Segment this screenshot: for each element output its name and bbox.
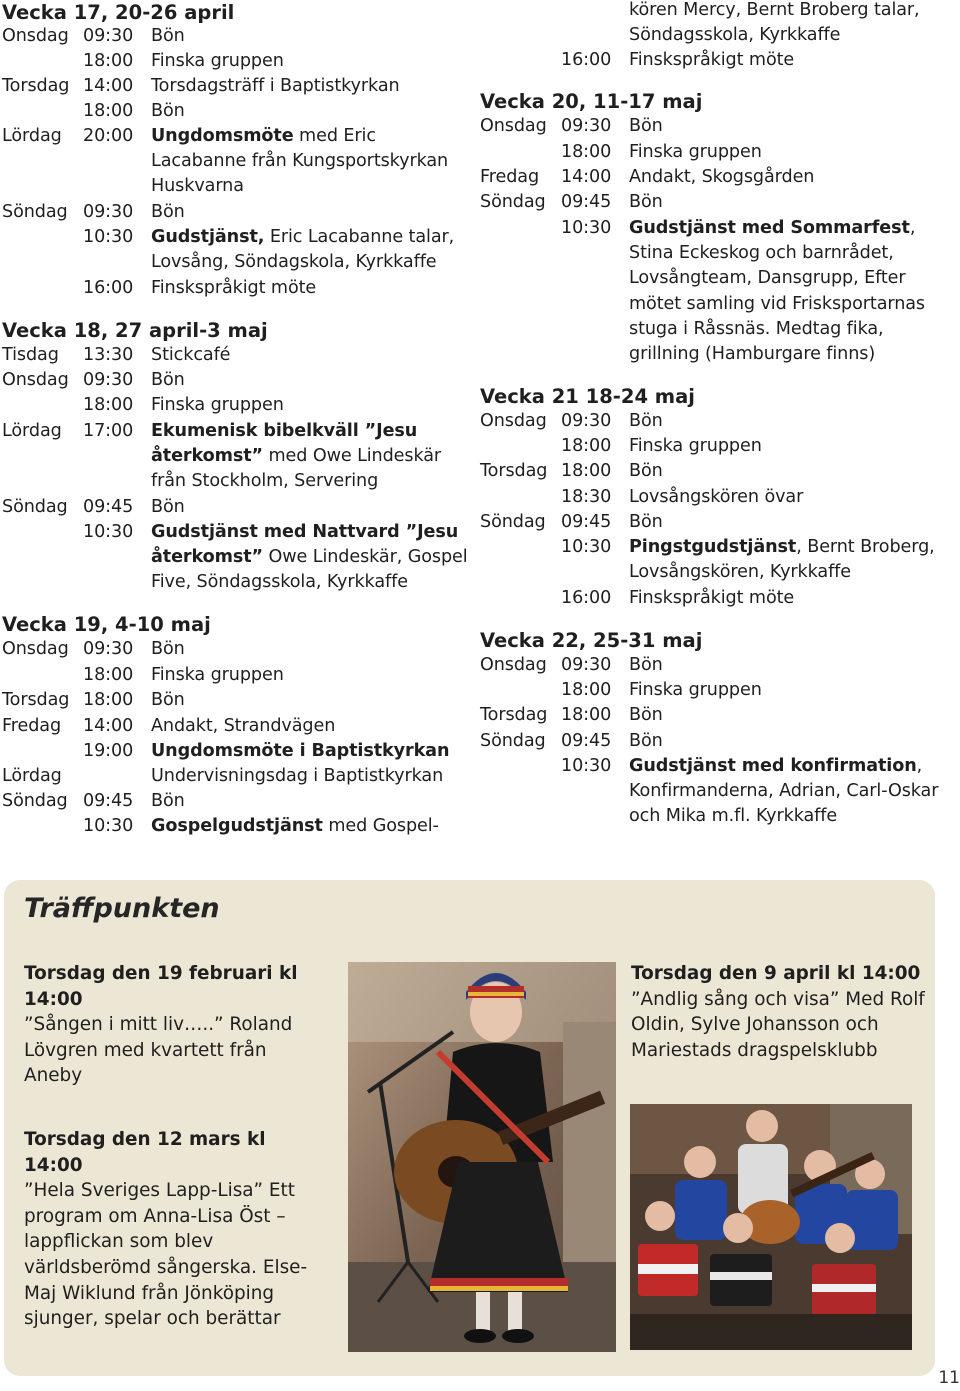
- time-label: 10:30: [83, 227, 134, 247]
- event-description: [151, 276, 472, 301]
- time-label: 18:00: [83, 101, 134, 121]
- schedule-row: [480, 216, 950, 367]
- schedule-row: [2, 764, 472, 789]
- event-heading: Torsdag den 19 februari kl 14:00: [24, 963, 298, 1010]
- event-title: Gudstjänst med Sommarfest: [629, 218, 910, 238]
- event-details: Bön: [151, 690, 185, 710]
- day-label: [2, 49, 83, 74]
- event-details: , Konfirmanderna, Adrian, Carl-Oskar och Mika m.fl. Kyrkkaffe: [629, 756, 939, 827]
- event-details: med Eric Lacabanne från Kungsportskyrkan Huskvarna: [151, 126, 449, 197]
- schedule-row: [2, 99, 472, 124]
- event-title: Pingstgudstjänst: [629, 537, 797, 557]
- schedule-row: [2, 49, 472, 74]
- day-label: Onsdag: [2, 639, 69, 659]
- event-details: Finska gruppen: [629, 436, 762, 456]
- schedule-row: [2, 276, 472, 301]
- day-label: [2, 663, 83, 688]
- time-label: 14:00: [561, 167, 612, 187]
- event-details: Finska gruppen: [151, 51, 284, 71]
- event-details: Owe Lindeskär, Gospel Five, Söndagsskola, Kyrkkaffe: [151, 547, 468, 593]
- event-details: Bön: [151, 26, 185, 46]
- schedule-row: [2, 225, 472, 275]
- event-description: [151, 419, 472, 495]
- time-label: 09:45: [83, 497, 134, 517]
- week-heading: Vecka 19, 4-10 maj: [2, 613, 211, 636]
- time-label: 18:00: [561, 705, 612, 725]
- day-label: [480, 216, 561, 367]
- event-details: Bön: [151, 791, 185, 811]
- schedule-row: [480, 586, 950, 611]
- event-description: [629, 0, 950, 48]
- time-label: 09:45: [561, 731, 612, 751]
- event-details: , Stina Eckeskog och barnrådet, Lovsångteam, Dansgrupp, Efter mötet samling vid Frisksportarnas stuga i Råssnäs. Medtag fika, grillning (Hamburgare finns): [629, 218, 925, 365]
- day-label: Söndag: [480, 192, 546, 212]
- schedule-row: [2, 637, 472, 662]
- event-description: [629, 653, 950, 678]
- time-label: 09:45: [561, 512, 612, 532]
- event-details: Bön: [629, 655, 663, 675]
- time-label: 13:30: [83, 345, 134, 365]
- schedule-row: [480, 459, 950, 484]
- event-details: kören Mercy, Bernt Broberg talar, Söndagsskola, Kyrkkaffe: [629, 0, 920, 46]
- schedule-row: [2, 343, 472, 368]
- schedule-row: [480, 729, 950, 754]
- accordion-band-photo: [630, 1104, 912, 1350]
- time-label: 09:30: [561, 655, 612, 675]
- week-heading: Vecka 17, 20-26 april: [2, 1, 235, 24]
- event-details: Bön: [151, 639, 185, 659]
- schedule-row: [2, 495, 472, 520]
- time-label: 18:00: [83, 51, 134, 71]
- traffpunkten-event-3: [631, 961, 931, 1063]
- event-details: Andakt, Skogsgården: [629, 167, 815, 187]
- week-heading: Vecka 18, 27 april-3 maj: [2, 319, 268, 342]
- schedule-row: [2, 200, 472, 225]
- day-label: Torsdag: [2, 690, 70, 710]
- time-label: 18:00: [83, 690, 134, 710]
- event-details: Bön: [629, 461, 663, 481]
- event-title: Ungdomsmöte: [151, 126, 294, 146]
- event-title: Gudstjänst,: [151, 227, 265, 247]
- event-title: Gudstjänst med Nattvard ”Jesu återkomst”: [151, 522, 459, 568]
- day-label: Söndag: [480, 512, 546, 532]
- event-description: [629, 48, 950, 73]
- time-label: 18:00: [561, 436, 612, 456]
- event-description: [629, 165, 950, 190]
- time-label: 09:30: [561, 411, 612, 431]
- time-label: [83, 764, 151, 789]
- time-label: 14:00: [83, 76, 134, 96]
- schedule-row: [480, 190, 950, 215]
- event-description: [151, 663, 472, 688]
- schedule-row: [2, 714, 472, 739]
- event-details: Bön: [629, 411, 663, 431]
- time-label: 09:45: [83, 791, 134, 811]
- day-label: Onsdag: [480, 655, 547, 675]
- schedule-row: [2, 393, 472, 418]
- week-heading: Vecka 22, 25-31 maj: [480, 629, 703, 652]
- event-details: Finska gruppen: [151, 665, 284, 685]
- event-details: Finska gruppen: [151, 395, 284, 415]
- schedule-row: [480, 114, 950, 139]
- time-label: 09:30: [83, 639, 134, 659]
- traffpunkten-event-2: [24, 1127, 324, 1332]
- event-details: Bön: [629, 192, 663, 212]
- event-details: Stickcafé: [151, 345, 231, 365]
- day-label: Fredag: [2, 716, 62, 736]
- time-label: 10:30: [561, 756, 612, 776]
- event-description: [629, 409, 950, 434]
- time-label: 10:30: [83, 522, 134, 542]
- day-label: Tisdag: [2, 345, 59, 365]
- event-description: [151, 200, 472, 225]
- week-heading: Vecka 20, 11-17 maj: [480, 90, 703, 113]
- schedule-row: [480, 653, 950, 678]
- event-details: Finska gruppen: [629, 142, 762, 162]
- event-details: Bön: [629, 731, 663, 751]
- schedule-row: [2, 663, 472, 688]
- event-description: [151, 637, 472, 662]
- event-description: [151, 124, 472, 200]
- time-label: 19:00: [83, 741, 134, 761]
- event-details: Finska gruppen: [629, 680, 762, 700]
- schedule-row: [480, 485, 950, 510]
- schedule-row: [480, 754, 950, 830]
- event-description: [629, 678, 950, 703]
- day-label: Söndag: [2, 791, 68, 811]
- day-label: [480, 754, 561, 830]
- time-label: 10:30: [83, 816, 134, 836]
- event-details: Bön: [629, 116, 663, 136]
- day-label: Fredag: [480, 167, 540, 187]
- event-description: [151, 495, 472, 520]
- day-label: Söndag: [2, 202, 68, 222]
- event-description: ”Andlig sång och visa” Med Rolf Oldin, Sylve Johansson och Mariestads dragspelsklubb: [631, 988, 925, 1061]
- event-details: Finskspråkigt möte: [629, 50, 795, 70]
- time-label: 10:30: [561, 218, 612, 238]
- time-label: 14:00: [83, 716, 134, 736]
- event-description: [629, 114, 950, 139]
- schedule-row: [2, 124, 472, 200]
- day-label: [480, 140, 561, 165]
- time-label: 18:00: [561, 142, 612, 162]
- event-details: Lovsångskören övar: [629, 487, 804, 507]
- day-label: Onsdag: [480, 411, 547, 431]
- traffpunkten-event-1: [24, 961, 324, 1089]
- event-description: [629, 216, 950, 367]
- event-heading: Torsdag den 9 april kl 14:00: [631, 963, 921, 984]
- event-description: [151, 714, 472, 739]
- event-details: Bön: [151, 202, 185, 222]
- day-label: Torsdag: [2, 76, 70, 96]
- time-label: 20:00: [83, 126, 134, 146]
- event-description: [151, 49, 472, 74]
- event-description: [629, 459, 950, 484]
- time-label: 09:30: [561, 116, 612, 136]
- schedule-row: [2, 368, 472, 393]
- event-title: Ekumenisk bibelkväll ”Jesu återkomst”: [151, 421, 418, 467]
- event-title: Ungdomsmöte i Baptistkyrkan: [151, 741, 450, 761]
- event-description: [151, 393, 472, 418]
- event-details: Bön: [629, 512, 663, 532]
- day-label: [2, 393, 83, 418]
- event-description: [151, 688, 472, 713]
- event-description: [151, 814, 472, 839]
- event-details: Bön: [151, 370, 185, 390]
- time-label: 18:00: [561, 461, 612, 481]
- event-details: Eric Lacabanne talar, Lovsång, Söndagskola, Kyrkkaffe: [151, 227, 455, 273]
- schedule-row: [480, 678, 950, 703]
- event-title: Gospelgudstjänst: [151, 816, 323, 836]
- schedule-row: [2, 419, 472, 495]
- event-details: Bön: [151, 497, 185, 517]
- event-description: [151, 764, 472, 789]
- event-details: Andakt, Strandvägen: [151, 716, 336, 736]
- day-label: [2, 739, 83, 764]
- event-description: [629, 586, 950, 611]
- event-description: [629, 190, 950, 215]
- event-heading: Torsdag den 12 mars kl 14:00: [24, 1129, 266, 1176]
- day-label: Lördag: [2, 421, 62, 441]
- day-label: [2, 99, 83, 124]
- singer-photo: [348, 962, 616, 1352]
- time-label: 16:00: [83, 278, 134, 298]
- schedule-row: [480, 510, 950, 535]
- time-label: 09:30: [83, 202, 134, 222]
- event-details: , Bernt Broberg, Lovsångskören, Kyrkkaffe: [629, 537, 935, 583]
- event-description: [151, 225, 472, 275]
- schedule-row: [2, 814, 472, 839]
- time-label: 09:30: [83, 26, 134, 46]
- day-label: Onsdag: [2, 370, 69, 390]
- day-label: Torsdag: [480, 461, 548, 481]
- schedule-row: [2, 739, 472, 764]
- day-label: [480, 434, 561, 459]
- event-description: [151, 520, 472, 596]
- event-details: Bön: [629, 705, 663, 725]
- time-label: 09:45: [561, 192, 612, 212]
- singer-illustration: [348, 962, 616, 1352]
- time-label: 09:30: [83, 370, 134, 390]
- day-label: [2, 276, 83, 301]
- event-details: Finskspråkigt möte: [151, 278, 317, 298]
- day-label: [480, 678, 561, 703]
- event-description: [151, 24, 472, 49]
- event-description: [629, 434, 950, 459]
- schedule-row: [480, 409, 950, 434]
- event-description: ”Sången i mitt liv…..” Roland Lövgren med kvartett från Aneby: [24, 1014, 293, 1087]
- time-label: 17:00: [83, 421, 134, 441]
- event-description: [151, 368, 472, 393]
- time-label: 18:00: [561, 680, 612, 700]
- day-label: [480, 586, 561, 611]
- time-label: 18:00: [83, 665, 134, 685]
- event-description: ”Hela Sveriges Lapp-Lisa” Ett program om Anna-Lisa Öst – lappflickan som blev världsberömd sångerska. Else-Maj Wiklund från Jönköping sjunger, spelar och berättar: [24, 1180, 308, 1330]
- day-label: [480, 48, 561, 73]
- page-number: 11: [938, 1368, 960, 1388]
- day-label: [2, 814, 83, 839]
- day-label: [480, 535, 561, 585]
- schedule-row: [480, 703, 950, 728]
- event-title: Gudstjänst med konfirmation: [629, 756, 917, 776]
- day-label: Söndag: [480, 731, 546, 751]
- event-description: [629, 535, 950, 585]
- week-heading: Vecka 21 18-24 maj: [480, 385, 695, 408]
- day-label: Lördag: [2, 126, 62, 146]
- event-details: Finskspråkigt möte: [629, 588, 795, 608]
- event-details: Torsdagsträff i Baptistkyrkan: [151, 76, 400, 96]
- time-label: 16:00: [561, 588, 612, 608]
- schedule-row: [480, 140, 950, 165]
- time-label: 16:00: [561, 50, 612, 70]
- band-illustration: [630, 1104, 912, 1350]
- schedule-row: [2, 520, 472, 596]
- event-description: [629, 703, 950, 728]
- time-label: 10:30: [561, 537, 612, 557]
- event-details: med Owe Lindeskär från Stockholm, Servering: [151, 446, 442, 492]
- schedule-row: [480, 48, 950, 73]
- schedule-row: [2, 24, 472, 49]
- event-description: [151, 789, 472, 814]
- event-description: [629, 729, 950, 754]
- traffpunkten-title: Träffpunkten: [24, 893, 220, 924]
- event-description: [151, 739, 472, 764]
- day-label: Torsdag: [480, 705, 548, 725]
- schedule-row: [2, 74, 472, 99]
- event-details: Bön: [151, 101, 185, 121]
- event-description: [151, 99, 472, 124]
- event-details: med Gospel-: [322, 816, 439, 836]
- event-description: [151, 74, 472, 99]
- schedule-row: [2, 789, 472, 814]
- schedule-row: [480, 0, 950, 48]
- event-description: [151, 343, 472, 368]
- event-description: [629, 510, 950, 535]
- event-description: [629, 140, 950, 165]
- day-label: Lördag: [2, 766, 62, 786]
- event-description: [629, 485, 950, 510]
- schedule-row: [480, 535, 950, 585]
- day-label: [480, 0, 629, 48]
- schedule-row: [2, 688, 472, 713]
- day-label: Onsdag: [2, 26, 69, 46]
- day-label: Söndag: [2, 497, 68, 517]
- day-label: [480, 485, 561, 510]
- event-details: Undervisningsdag i Baptistkyrkan: [151, 766, 444, 786]
- time-label: 18:30: [561, 487, 612, 507]
- day-label: [2, 520, 83, 596]
- day-label: Onsdag: [480, 116, 547, 136]
- event-description: [629, 754, 950, 830]
- day-label: [2, 225, 83, 275]
- time-label: 18:00: [83, 395, 134, 415]
- schedule-row: [480, 434, 950, 459]
- schedule-row: [480, 165, 950, 190]
